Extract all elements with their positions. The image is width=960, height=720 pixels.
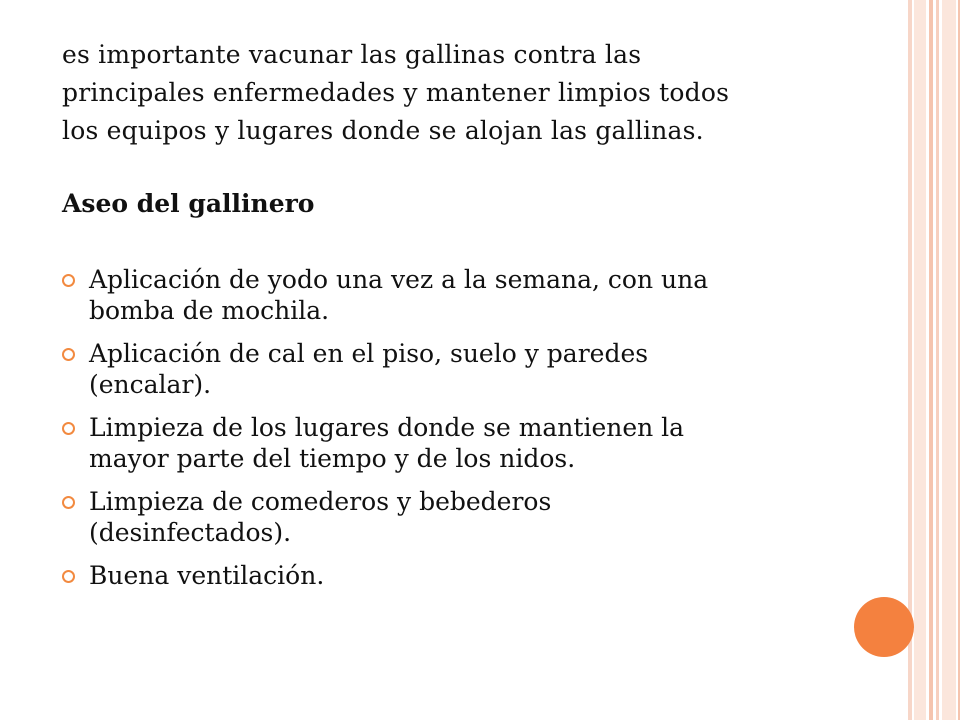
- bullet-line: Aplicación de cal en el piso, suelo y paredes: [89, 339, 649, 368]
- open-circle-bullet-icon: [62, 422, 75, 435]
- bullet-line: Buena ventilación.: [89, 561, 325, 590]
- section-heading: Aseo del gallinero: [62, 189, 315, 218]
- bullet-list: [62, 264, 852, 591]
- bullet-line: (desinfectados).: [89, 518, 292, 547]
- list-item: [62, 412, 852, 474]
- bullet-line: bomba de mochila.: [89, 296, 330, 325]
- list-item: [62, 486, 852, 548]
- list-item: [62, 264, 852, 326]
- intro-line: los equipos y lugares donde se alojan las gallinas.: [62, 116, 704, 145]
- open-circle-bullet-icon: [62, 348, 75, 361]
- stripe: [914, 0, 926, 720]
- bullet-line: Aplicación de yodo una vez a la semana, con una: [89, 265, 709, 294]
- bullet-line: Limpieza de los lugares donde se mantienen la: [89, 413, 685, 442]
- open-circle-bullet-icon: [62, 274, 75, 287]
- stripe: [929, 0, 933, 720]
- open-circle-bullet-icon: [62, 570, 75, 583]
- bullet-line: mayor parte del tiempo y de los nidos.: [89, 444, 576, 473]
- open-circle-bullet-icon: [62, 496, 75, 509]
- slide-content: [62, 36, 852, 603]
- intro-line: es importante vacunar las gallinas contra las: [62, 40, 642, 69]
- intro-paragraph: [62, 36, 852, 150]
- list-item: [62, 560, 852, 591]
- stripe: [942, 0, 956, 720]
- intro-line: principales enfermedades y mantener limpios todos: [62, 78, 730, 107]
- bullet-line: Limpieza de comederos y bebederos: [89, 487, 552, 516]
- decorative-stripes: [908, 0, 960, 720]
- stripe: [936, 0, 939, 720]
- list-item: [62, 338, 852, 400]
- accent-circle: [854, 597, 914, 657]
- bullet-line: (encalar).: [89, 370, 212, 399]
